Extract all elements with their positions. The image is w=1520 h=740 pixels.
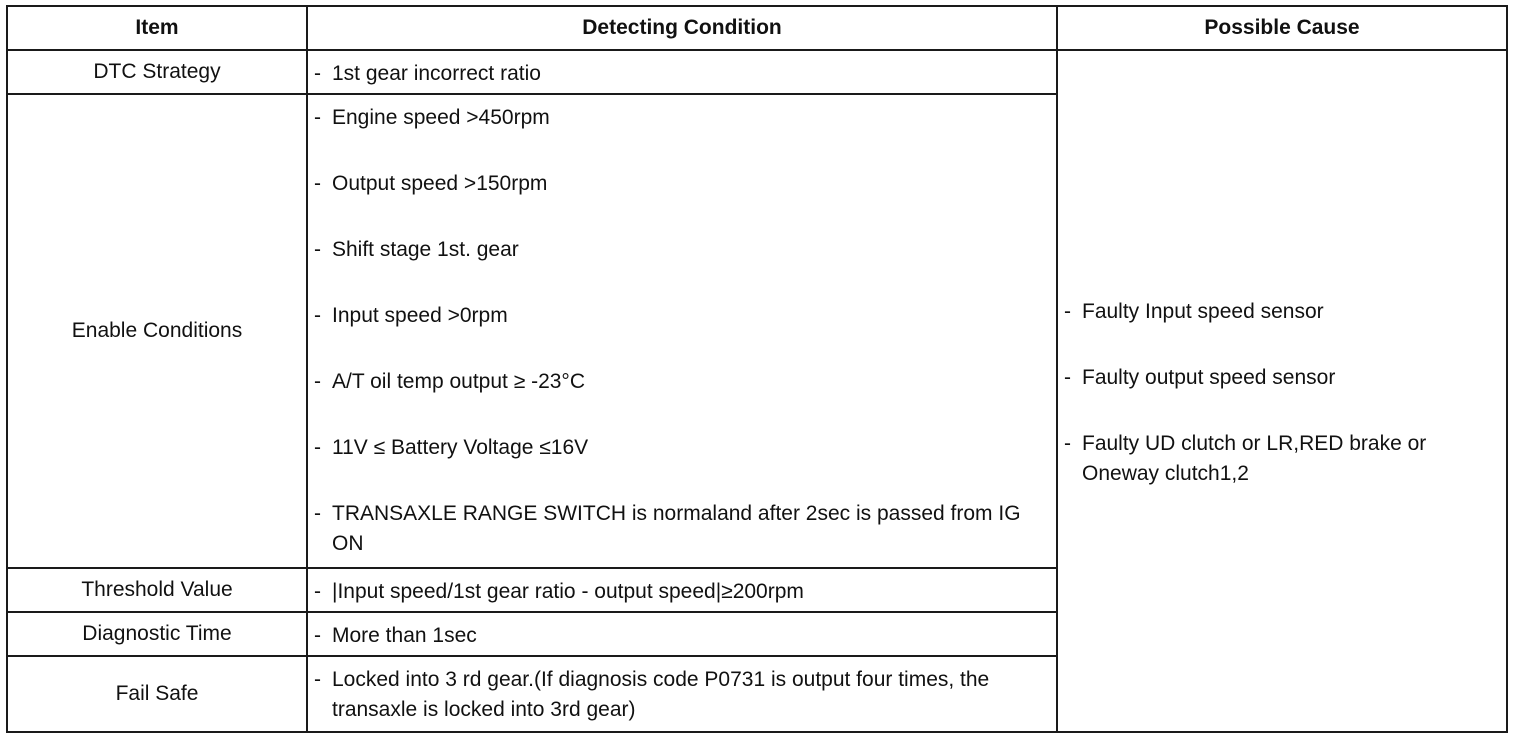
item-enable-conditions: Enable Conditions xyxy=(7,94,307,568)
dash-bullet: - xyxy=(314,502,321,525)
dash-bullet: - xyxy=(314,436,321,459)
dash-bullet: - xyxy=(314,304,321,327)
item-fail-safe: Fail Safe xyxy=(7,656,307,732)
header-item: Item xyxy=(7,6,307,50)
item-dtc-strategy: DTC Strategy xyxy=(7,50,307,94)
cause-text: Faulty UD clutch or LR,RED brake or Oneway clutch1,2 xyxy=(1082,432,1427,485)
condition-cell-fail-safe xyxy=(307,656,1057,732)
dtc-spec-table xyxy=(6,5,1508,733)
dash-bullet: - xyxy=(1064,432,1071,455)
condition-list-item xyxy=(308,169,1056,199)
dash-bullet: - xyxy=(314,624,321,647)
dtc-spec-sheet xyxy=(6,5,1506,735)
possible-cause-cell xyxy=(1057,50,1507,732)
item-threshold-value: Threshold Value xyxy=(7,568,307,612)
condition-cell-enable-conditions xyxy=(307,94,1057,568)
cause-list-item xyxy=(1058,363,1506,393)
dash-bullet: - xyxy=(1064,300,1071,323)
dash-bullet: - xyxy=(314,62,321,85)
condition-list-item xyxy=(308,103,1056,133)
table-header-row xyxy=(7,6,1507,50)
condition-list-item xyxy=(308,577,1056,607)
dash-bullet: - xyxy=(1064,366,1071,389)
dash-bullet: - xyxy=(314,238,321,261)
condition-text: Output speed >150rpm xyxy=(332,172,548,195)
condition-cell-diagnostic-time xyxy=(307,612,1057,656)
condition-text: 11V ≤ Battery Voltage ≤16V xyxy=(332,436,589,459)
header-possible-cause: Possible Cause xyxy=(1057,6,1507,50)
cause-list-item xyxy=(1058,297,1506,327)
condition-text: A/T oil temp output ≥ -23°C xyxy=(332,370,585,393)
condition-list-item xyxy=(308,235,1056,265)
condition-text: 1st gear incorrect ratio xyxy=(332,62,541,85)
condition-list-item xyxy=(308,621,1056,651)
dash-bullet: - xyxy=(314,370,321,393)
condition-cell-threshold-value xyxy=(307,568,1057,612)
condition-list-item xyxy=(308,301,1056,331)
table-row-dtc-strategy xyxy=(7,50,1507,94)
condition-list-item xyxy=(308,665,1056,725)
condition-list-item xyxy=(308,433,1056,463)
condition-cell-dtc-strategy xyxy=(307,50,1057,94)
dash-bullet: - xyxy=(314,172,321,195)
condition-list-item xyxy=(308,59,1056,89)
condition-text: |Input speed/1st gear ratio - output speed|≥200rpm xyxy=(332,580,804,603)
condition-list-item xyxy=(308,499,1056,559)
cause-list-item xyxy=(1058,429,1506,489)
dash-bullet: - xyxy=(314,106,321,129)
cause-text: Faulty Input speed sensor xyxy=(1082,300,1324,323)
condition-list-item xyxy=(308,367,1056,397)
dash-bullet: - xyxy=(314,668,321,691)
condition-text: Shift stage 1st. gear xyxy=(332,238,519,261)
condition-text: Locked into 3 rd gear.(If diagnosis code P0731 is output four times, the transaxle is locked into 3rd gear) xyxy=(332,668,990,721)
item-diagnostic-time: Diagnostic Time xyxy=(7,612,307,656)
header-detecting-condition: Detecting Condition xyxy=(307,6,1057,50)
condition-text: Input speed >0rpm xyxy=(332,304,508,327)
dash-bullet: - xyxy=(314,580,321,603)
condition-text: More than 1sec xyxy=(332,624,477,647)
cause-text: Faulty output speed sensor xyxy=(1082,366,1336,389)
condition-text: TRANSAXLE RANGE SWITCH is normaland after 2sec is passed from IG ON xyxy=(332,502,1021,555)
condition-text: Engine speed >450rpm xyxy=(332,106,550,129)
